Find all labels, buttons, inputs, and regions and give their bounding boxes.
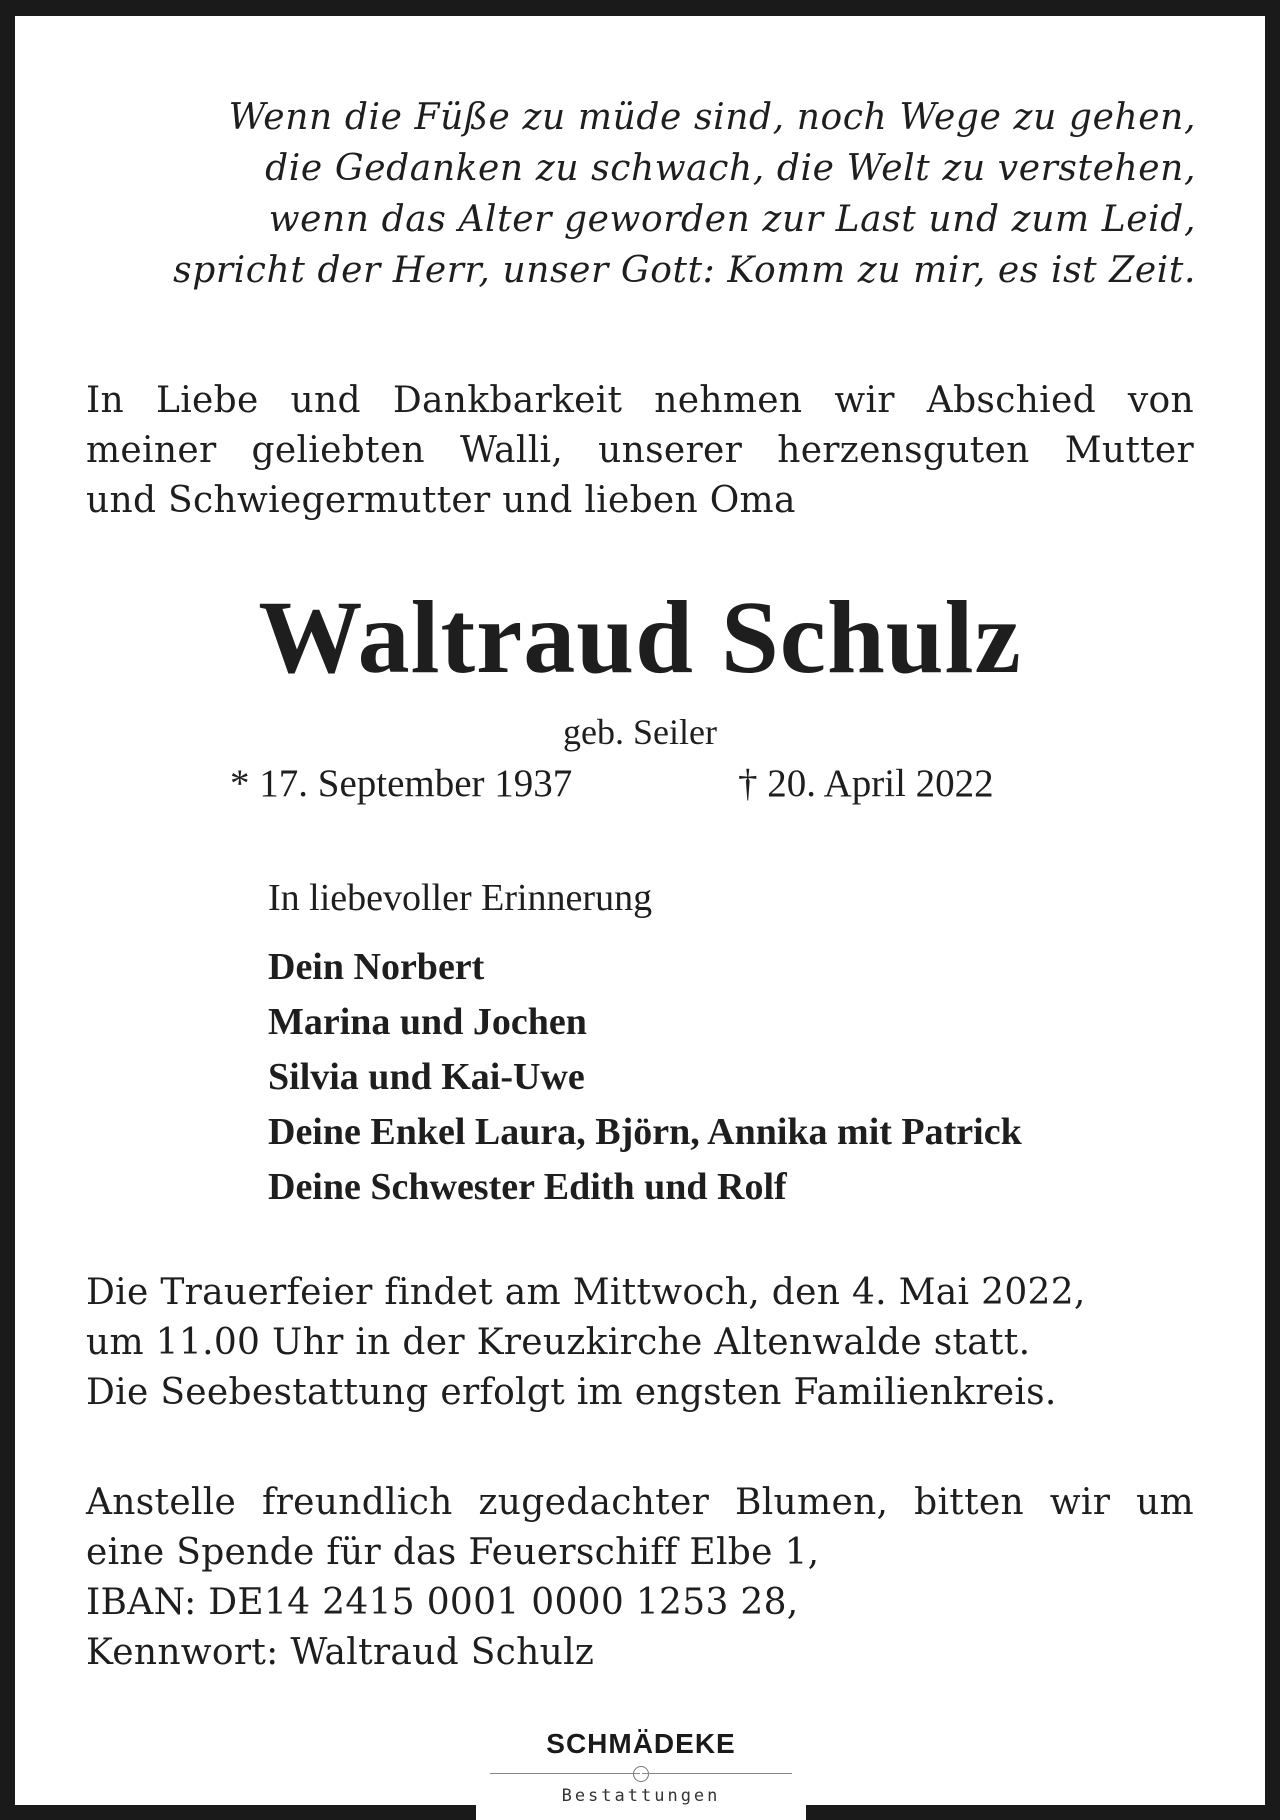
funeral-home-logo (476, 1724, 806, 1820)
donation-paragraph (86, 1478, 1194, 1678)
service-line: Die Seebestattung erfolgt im engsten Familienkreis. (86, 1372, 1057, 1413)
mourner: Deine Schwester Edith und Rolf (268, 1166, 787, 1208)
intro-line: und Schwiegermutter und lieben Oma (86, 480, 796, 521)
service-line: Die Trauerfeier findet am Mittwoch, den 4. Mai 2022, (86, 1272, 1086, 1313)
frame-bottom-left (0, 1805, 476, 1820)
birth-date: * 17. September 1937 (230, 762, 573, 805)
frame-top (0, 0, 1280, 16)
service-line: um 11.00 Uhr in der Kreuzkirche Altenwalde statt. (86, 1322, 1031, 1363)
mourner: Deine Enkel Laura, Björn, Annika mit Patrick (268, 1111, 1022, 1153)
frame-left (0, 0, 15, 1820)
mourner: Dein Norbert (268, 946, 485, 988)
poem (86, 92, 1196, 296)
donation-line: eine Spende für das Feuerschiff Elbe 1, (86, 1532, 820, 1573)
mourner: Marina und Jochen (268, 1001, 587, 1043)
service-paragraph (86, 1268, 1236, 1418)
logo-divider (476, 1764, 806, 1784)
poem-line: spricht der Herr, unser Gott: Komm zu mir, es ist Zeit. (173, 250, 1196, 291)
birth-name: geb. Seiler (563, 712, 717, 752)
life-dates (230, 760, 994, 808)
intro-line: meiner geliebten Walli, unserer herzensguten Mutter (86, 430, 1194, 471)
frame-bottom-right (806, 1805, 1280, 1820)
funeral-home-name: SCHMÄDEKE (546, 1728, 736, 1759)
mourner: Silvia und Kai-Uwe (268, 1056, 585, 1098)
memory-line: In liebevoller Erinnerung (268, 877, 653, 919)
donation-line: IBAN: DE14 2415 0001 0000 1253 28, (86, 1582, 799, 1623)
poem-line: die Gedanken zu schwach, die Welt zu verstehen, (265, 148, 1196, 189)
deceased-name: Waltraud Schulz (258, 580, 1022, 695)
donation-line: Kennwort: Waltraud Schulz (86, 1632, 595, 1673)
frame-right (1265, 0, 1280, 1820)
death-date: † 20. April 2022 (738, 762, 994, 805)
intro-paragraph (86, 376, 1194, 526)
funeral-home-subtitle: Bestattungen (561, 1786, 721, 1806)
logo-rule-right (642, 1773, 792, 1774)
mourners-list (268, 940, 1022, 1215)
donation-line: Anstelle freundlich zugedachter Blumen, bitten wir um (86, 1482, 1194, 1523)
logo-rule-left (490, 1773, 640, 1774)
logo-ornament-icon (633, 1766, 649, 1782)
intro-line: In Liebe und Dankbarkeit nehmen wir Abschied von (86, 380, 1194, 421)
poem-line: wenn das Alter geworden zur Last und zum Leid, (268, 199, 1196, 240)
poem-line: Wenn die Füße zu müde sind, noch Wege zu gehen, (228, 97, 1196, 138)
